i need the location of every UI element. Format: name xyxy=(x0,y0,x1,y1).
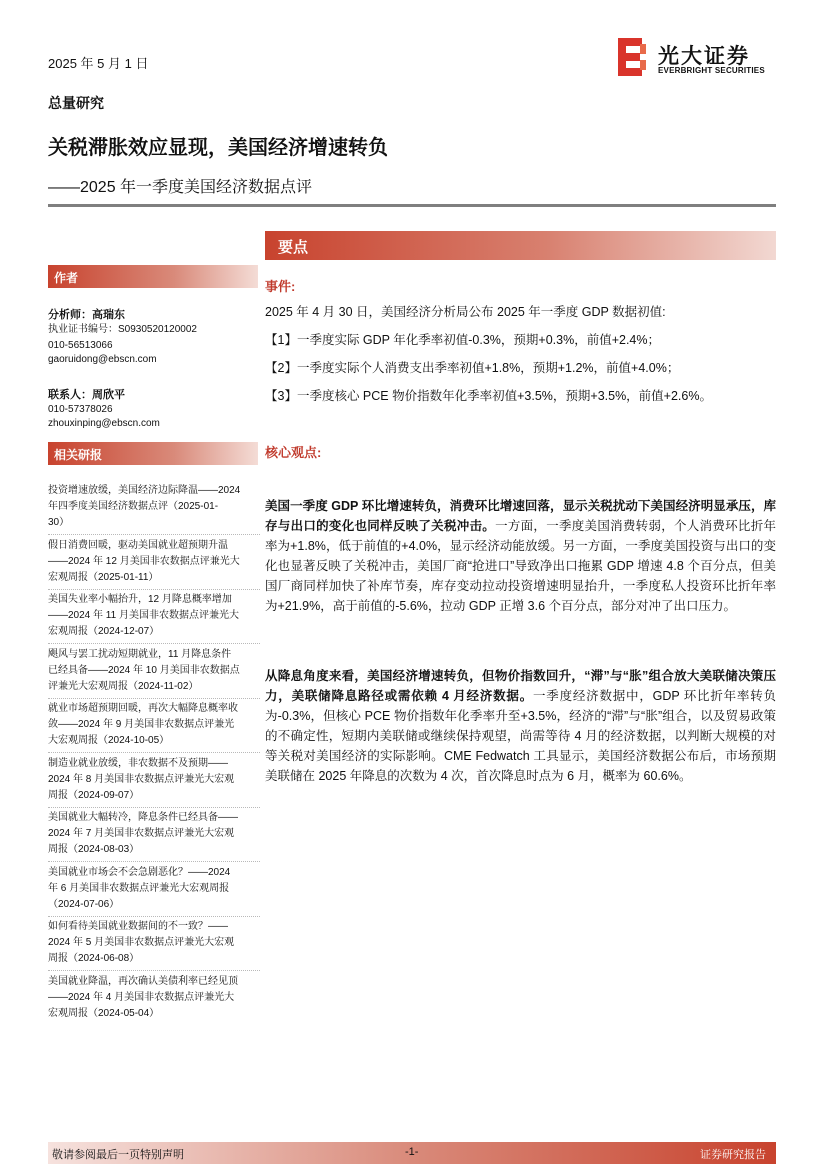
related-report-line: （2024-07-06） xyxy=(48,898,120,910)
related-report-line: 假日消费回暖，驱动美国就业超预期升温 xyxy=(48,539,228,551)
related-report-line: 飓风与罢工扰动短期就业，11 月降息条件 xyxy=(48,648,232,660)
related-report-line: 2024 年 8 月美国非农数据点评兼光大宏观 xyxy=(48,773,235,785)
related-report-line: 2024 年 7 月美国非农数据点评兼光大宏观 xyxy=(48,828,235,839)
authors-heading: 作者 xyxy=(54,271,79,285)
analyst-name: 分析师：高瑞东 xyxy=(48,309,125,321)
related-report-separator xyxy=(48,807,260,808)
contact-phone: 010-57378026 xyxy=(48,404,113,415)
related-report-line: 就业市场超预期回暖，再次大幅降息概率收 xyxy=(48,703,238,714)
related-report-line: 大宏观周报（2024-10-05） xyxy=(48,735,170,746)
company-logo xyxy=(618,38,778,80)
analyst-email[interactable]: gaoruidong@ebscn.com xyxy=(48,354,157,365)
contact-email[interactable]: zhouxinping@ebscn.com xyxy=(48,418,160,429)
related-report-separator xyxy=(48,916,260,917)
footer-report-type: 证券研究报告 xyxy=(700,1149,766,1161)
logo-text-cn: 光大证券 xyxy=(658,45,750,68)
view-paragraph-1-lead: 美国一季度 GDP 环比增速转负，消费环比增速回落，显示关税扰动下美国经济明显承压，库存与出口的变化也同样反映了关税冲击。 xyxy=(265,499,776,533)
header-divider xyxy=(48,204,776,207)
related-report-line: 年 6 月美国非农数据点评兼光大宏观周报 xyxy=(48,882,230,894)
authors-heading-bar xyxy=(48,265,258,288)
related-report-item[interactable] xyxy=(48,592,260,640)
related-report-line: ——2024 年 4 月美国非农数据点评兼光大 xyxy=(48,991,235,1003)
event-intro: 2025 年 4 月 30 日，美国经济分析局公布 2025 年一季度 GDP 数据初值: xyxy=(265,305,666,319)
analyst-certificate: 执业证书编号：S0930520120002 xyxy=(48,324,197,335)
related-report-line: 投资增速放缓，美国经济边际降温——2024 xyxy=(48,485,241,496)
event-item-2: 【2】一季度实际个人消费支出季率初值+1.8%，预期+1.2%，前值+4.0%； xyxy=(265,361,680,375)
report-subtitle: ——2025 年一季度美国经济数据点评 xyxy=(48,179,313,196)
related-report-item[interactable] xyxy=(48,483,260,531)
related-report-separator xyxy=(48,589,260,590)
related-report-item[interactable] xyxy=(48,865,260,913)
event-item-1: 【1】一季度实际 GDP 年化季率初值-0.3%，预期+0.3%，前值+2.4%； xyxy=(265,333,660,347)
related-report-line: 宏观周报（2024-12-07） xyxy=(48,626,160,637)
related-report-line: 30） xyxy=(48,517,70,528)
report-category: 总量研究 xyxy=(48,95,104,111)
view-paragraph-2-lead: 从降息角度来看，美国经济增速转负，但物价指数回升，“滞”与“胀”组合放大美联储决策压力，美联储降息路径或需依赖 4 月经济数据。 xyxy=(265,669,776,703)
related-report-item[interactable] xyxy=(48,974,260,1022)
related-report-item[interactable] xyxy=(48,701,260,749)
related-report-item[interactable] xyxy=(48,647,260,695)
related-report-line: 宏观周报（2024-05-04） xyxy=(48,1007,160,1019)
related-report-item[interactable] xyxy=(48,538,260,586)
related-report-item[interactable] xyxy=(48,810,260,858)
related-report-line: 美国就业市场会不会急剧恶化？——2024 xyxy=(48,866,231,878)
related-report-line: 周报（2024-08-03） xyxy=(48,844,140,855)
view-paragraph-1 xyxy=(265,496,776,616)
related-report-separator xyxy=(48,970,260,971)
event-item-3: 【3】一季度核心 PCE 物价指数年化季率初值+3.5%，预期+3.5%，前值+2.6%。 xyxy=(265,389,712,403)
related-report-item[interactable] xyxy=(48,919,260,967)
related-report-line: 周报（2024-06-08） xyxy=(48,953,140,964)
related-report-line: 2024 年 5 月美国非农数据点评兼光大宏观 xyxy=(48,937,235,948)
related-report-separator xyxy=(48,752,260,753)
view-paragraph-1-body: 一方面，一季度美国消费转弱，个人消费环比折年率为+1.8%，低于前值的+4.0%，显示经济动能放缓。另一方面，一季度美国投资与出口的变化也显著反映了关税冲击，美国厂商“抢进口”导致净出口拖累 GDP 增速 4.8 个百分点，但美国厂商同样加快了补库节奏，库存变动拉动投资增速明显抬升，一季度私人投资环比折年率为+21.9%，高于前值的-5.6%，拉动 GDP 正增 3.6 个百分点，部分对冲了出口压力。 xyxy=(265,519,776,613)
related-report-line: 如何看待美国就业数据间的不一致？—— xyxy=(48,921,228,932)
logo-text-en: EVERBRIGHT SECURITIES xyxy=(658,66,765,75)
related-heading: 相关研报 xyxy=(54,448,103,462)
keypoints-heading-bar xyxy=(265,231,776,260)
view-paragraph-2 xyxy=(265,666,776,786)
everbright-logo-icon xyxy=(618,38,648,76)
related-report-line: 宏观周报（2025-01-11） xyxy=(48,571,159,583)
related-heading-bar xyxy=(48,442,258,465)
related-report-line: 美国就业大幅转冷，降息条件已经具备—— xyxy=(48,812,238,823)
related-report-line: ——2024 年 11 月美国非农数据点评兼光大 xyxy=(48,610,239,621)
analyst-phone: 010-56513066 xyxy=(48,340,113,351)
related-report-line: 年四季度美国经济数据点评（2025-01- xyxy=(48,501,219,512)
keypoints-heading: 要点 xyxy=(278,239,309,256)
related-report-line: 美国失业率小幅抬升，12 月降息概率增加 xyxy=(48,594,232,605)
related-report-line: 周报（2024-09-07） xyxy=(48,789,140,801)
view-paragraph-2-body: 一季度经济数据中，GDP 环比折年率转负为-0.3%，但核心 PCE 物价指数年化季率升至+3.5%，经济的“滞”与“胀”组合，以及贸易政策的不确定性，短期内美联储或继续保持观望，尚需等待 4 月的经济数据，以判断大规模的对等关税对美国经济的实际影响。CME Fedwatch 工具显示，美国经济数据公布后，市场预期美联储在 2025 年降息的次数为 4 次，首次降息时点为 6 月，概率为 60.6%。 xyxy=(265,689,776,783)
related-report-line: 敛——2024 年 9 月美国非农数据点评兼光 xyxy=(48,719,235,730)
event-heading: 事件: xyxy=(265,279,296,294)
related-report-item[interactable] xyxy=(48,756,260,804)
related-report-line: 制造业就业放缓，非农数据不及预期—— xyxy=(48,757,228,769)
view-heading: 核心观点: xyxy=(265,445,322,460)
related-report-separator xyxy=(48,861,260,862)
related-report-line: 已经具备——2024 年 10 月美国非农数据点 xyxy=(48,664,240,676)
related-report-separator xyxy=(48,698,260,699)
contact-name: 联系人：周欣平 xyxy=(48,389,125,401)
report-date: 2025 年 5 月 1 日 xyxy=(48,56,149,71)
report-title: 关税滞胀效应显现，美国经济增速转负 xyxy=(48,137,388,159)
related-report-separator xyxy=(48,534,260,535)
related-report-line: 美国就业降温，再次确认美债利率已经见顶 xyxy=(48,975,238,987)
related-report-line: 评兼光大宏观周报（2024-11-02） xyxy=(48,680,199,692)
related-report-separator xyxy=(48,643,260,644)
related-report-line: ——2024 年 12 月美国非农数据点评兼光大 xyxy=(48,555,240,567)
page-number: -1- xyxy=(405,1146,419,1158)
footer-disclaimer-link[interactable]: 敬请参阅最后一页特别声明 xyxy=(52,1149,184,1161)
